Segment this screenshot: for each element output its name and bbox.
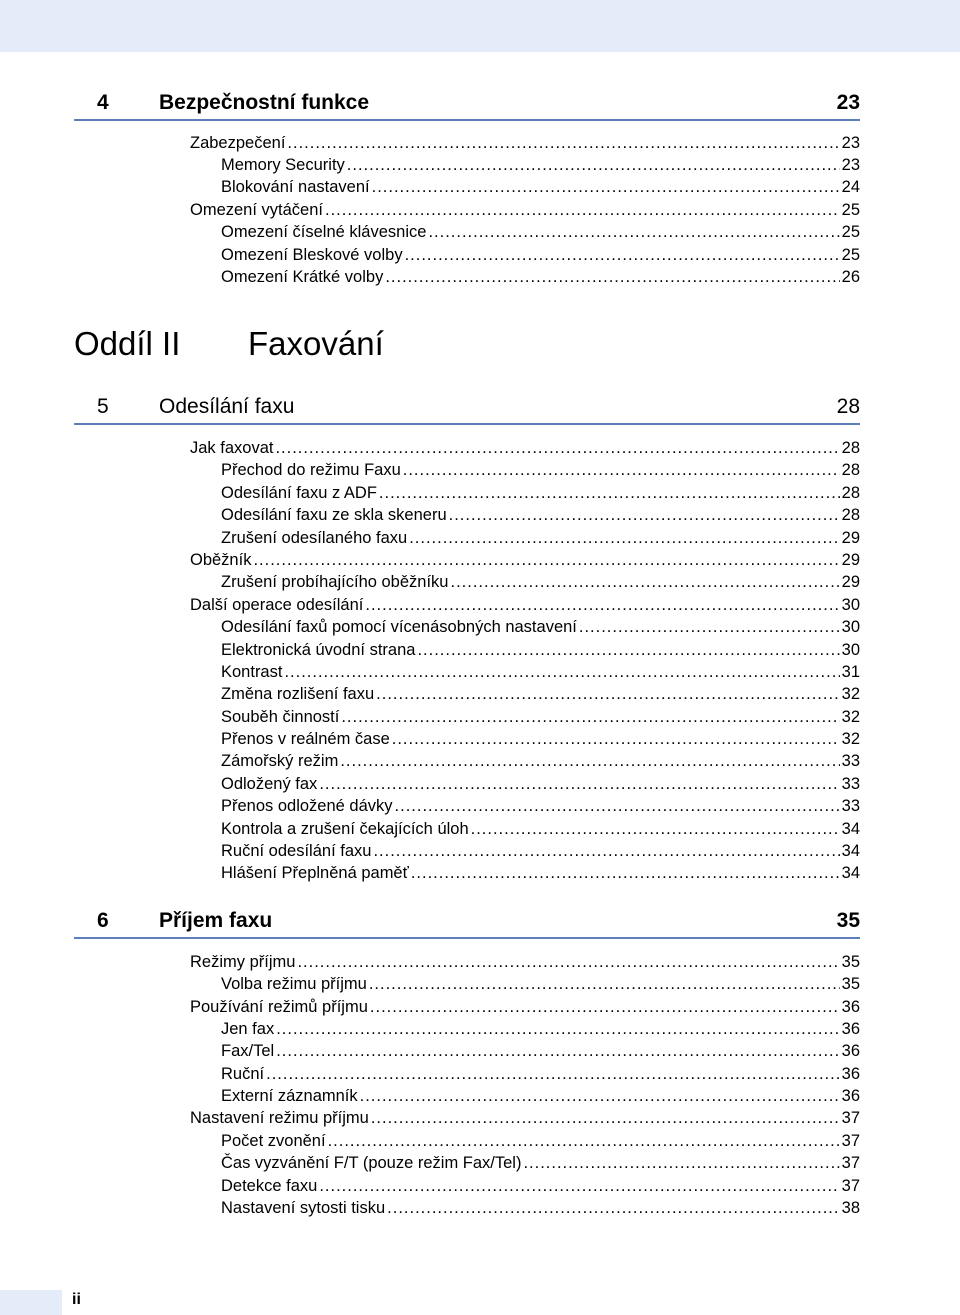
chapter-number: 6 [97,909,109,932]
leader-dots [395,796,840,816]
chapter-number: 5 [97,395,109,418]
toc-entry[interactable]: Zrušení odesílaného faxu ..... 29 [221,526,860,548]
toc-entry[interactable]: Elektronická úvodní strana ..... 30 [221,638,860,660]
chapter-page: 23 [836,91,860,114]
leader-dots [417,640,839,660]
toc-entry[interactable]: Změna rozlišení faxu ..... 32 [221,682,860,704]
toc-entry[interactable]: Kontrola a zrušení čekajících úloh ..... 34 [221,817,860,839]
section-part: Oddíl II [74,325,181,362]
leader-dots [471,819,840,839]
toc-entry[interactable]: Blokování nastavení ..... 24 [221,175,860,197]
toc-entry[interactable]: Oběžník ..... 29 [190,548,860,570]
toc-entry[interactable]: Kontrast ..... 31 [221,660,860,682]
section-title[interactable]: Faxování [248,325,384,362]
leader-dots [319,774,839,794]
chapter-title[interactable]: Příjem faxu [159,909,273,932]
leader-dots [284,662,839,682]
leader-dots [449,505,840,525]
toc-entry[interactable]: Omezení Krátké volby ..... 26 [221,265,860,287]
leader-dots [409,528,839,548]
leader-dots [372,177,840,197]
header-band [0,0,960,52]
toc-entry[interactable]: Zrušení probíhajícího oběžníku ..... 29 [221,570,860,592]
leader-dots [276,1041,839,1061]
leader-dots [276,1019,839,1039]
toc-entry[interactable]: Externí záznamník ..... 36 [221,1084,860,1106]
leader-dots [387,1198,839,1218]
leader-dots [428,222,839,242]
toc-entry[interactable]: Fax/Tel ..... 36 [221,1039,860,1061]
chapter-heading [74,395,860,425]
toc-entry[interactable]: Souběh činností ..... 32 [221,705,860,727]
leader-dots [266,1064,840,1084]
leader-dots [523,1153,839,1173]
leader-dots [341,707,839,727]
leader-dots [365,595,839,615]
chapter-heading [74,91,860,121]
leader-dots [411,863,840,883]
toc-entry[interactable]: Jak faxovat ..... 28 [190,436,860,458]
leader-dots [371,1108,840,1128]
leader-dots [379,483,840,503]
leader-dots [373,841,839,861]
toc-entry[interactable]: Hlášení Přeplněná paměť ..... 34 [221,861,860,883]
leader-dots [385,267,839,287]
toc-entry[interactable]: Jen fax ..... 36 [221,1017,860,1039]
leader-dots [328,1131,840,1151]
toc-entry[interactable]: Ruční odesílání faxu ..... 34 [221,839,860,861]
toc-entry[interactable]: Přechod do režimu Faxu ..... 28 [221,458,860,480]
toc-entry[interactable]: Ruční ..... 36 [221,1062,860,1084]
leader-dots [392,729,840,749]
toc-entry[interactable]: Čas vyzvánění F/T (pouze režim Fax/Tel) ..... 37 [221,1151,860,1173]
toc-entry[interactable]: Nastavení režimu příjmu ..... 37 [190,1106,860,1128]
chapter-page: 35 [836,909,860,932]
leader-dots [340,751,839,771]
toc-entry[interactable]: Počet zvonění ..... 37 [221,1129,860,1151]
chapter-title[interactable]: Bezpečnostní funkce [159,91,370,114]
leader-dots [319,1176,839,1196]
toc-entry[interactable]: Odesílání faxu ze skla skeneru ..... 28 [221,503,860,525]
leader-dots [369,974,840,994]
toc-entry[interactable]: Omezení Bleskové volby ..... 25 [221,243,860,265]
chapter-page: 28 [836,395,860,418]
leader-dots [360,1086,840,1106]
toc-entry[interactable]: Přenos v reálném čase ..... 32 [221,727,860,749]
leader-dots [347,155,840,175]
chapter-number: 4 [97,91,109,114]
toc-entry[interactable]: Zámořský režim ..... 33 [221,749,860,771]
toc-entry[interactable]: Detekce faxu ..... 37 [221,1174,860,1196]
toc-entry[interactable]: Odložený fax ..... 33 [221,772,860,794]
leader-dots [579,617,840,637]
toc-entry[interactable]: Přenos odložené dávky ..... 33 [221,794,860,816]
toc-entry[interactable]: Režimy příjmu ..... 35 [190,950,860,972]
page-number: ii [72,1291,81,1308]
leader-dots [325,200,840,220]
toc-entry[interactable]: Memory Security ..... 23 [221,153,860,175]
toc-entry[interactable]: Používání režimů příjmu ..... 36 [190,995,860,1017]
toc-entry[interactable]: Volba režimu příjmu ..... 35 [221,972,860,994]
toc-entry[interactable]: Zabezpečení ..... 23 [190,131,860,153]
chapter-title[interactable]: Odesílání faxu [159,395,295,418]
chapter-heading [74,909,860,939]
leader-dots [403,460,840,480]
leader-dots [253,550,839,570]
leader-dots [370,997,840,1017]
toc-entry[interactable]: Odesílání faxů pomocí vícenásobných nastavení ..... 30 [221,615,860,637]
toc-entry[interactable]: Odesílání faxu z ADF ..... 28 [221,481,860,503]
leader-dots [297,952,839,972]
leader-dots [275,438,839,458]
leader-dots [376,684,839,704]
toc-entry[interactable]: Další operace odesílání ..... 30 [190,593,860,615]
toc-entry[interactable]: Omezení vytáčení ..... 25 [190,198,860,220]
footer-tab [0,1290,62,1315]
leader-dots [287,133,839,153]
leader-dots [405,245,840,265]
toc-entry[interactable]: Nastavení sytosti tisku ..... 38 [221,1196,860,1218]
leader-dots [450,572,839,592]
toc-entry[interactable]: Omezení číselné klávesnice ..... 25 [221,220,860,242]
